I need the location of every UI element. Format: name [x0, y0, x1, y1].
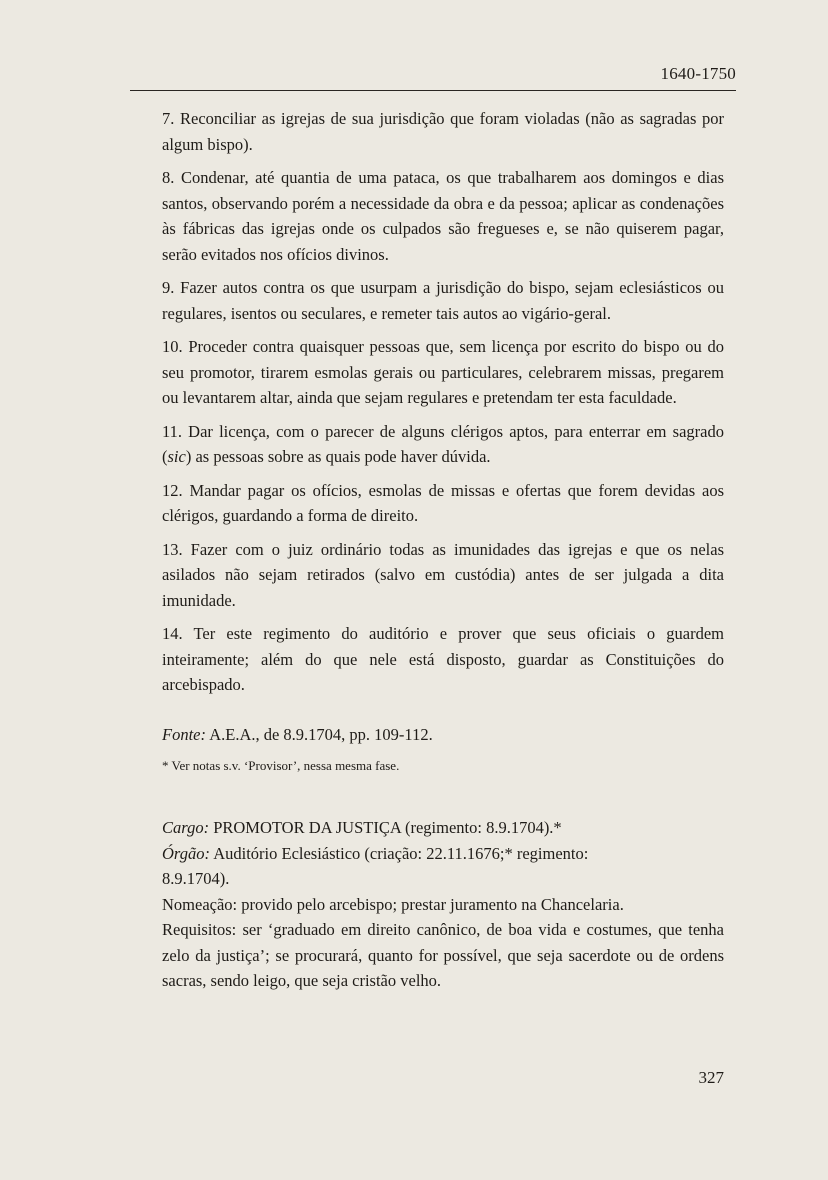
item-11-sic: sic: [167, 447, 186, 466]
item-10: 10. Proceder contra quaisquer pessoas que, sem licença por escrito do bispo ou do seu promotor, tirarem esmolas gerais ou particulares, celebrarem missas, pregarem ou levantarem altar, ainda que sejam regulares e pretendam ter esta faculdade.: [162, 337, 724, 407]
item-12: 12. Mandar pagar os ofícios, esmolas de missas e ofertas que forem devidas aos clérigos, guardando a forma de direito.: [162, 480, 724, 525]
nomeacao-line: Nomeação: provido pelo arcebispo; prestar juramento na Chancelaria.: [162, 894, 624, 914]
page-number: 327: [698, 1068, 724, 1087]
item-11-text-after: ) as pessoas sobre as quais pode haver dúvida.: [185, 447, 491, 466]
source-text: A.E.A., de 8.9.1704, pp. 109-112.: [205, 724, 433, 744]
orgao-value: Auditório Eclesiástico (criação: 22.11.1676;* regimento:: [209, 843, 589, 863]
item-8: 8. Condenar, até quantia de uma pataca, os que trabalharem aos domingos e dias santos, observando porém a necessidade da obra e da pessoa; aplicar as condenações às fábricas das igrejas onde os culpados são fregueses e, se não quiserem pagar, serão evitados nos ofícios divinos.: [162, 168, 724, 264]
footnote: * Ver notas s.v. ‘Provisor’, nessa mesma fase.: [162, 758, 400, 773]
main-text: [162, 106, 724, 994]
item-11: [162, 419, 724, 470]
orgao-continuation: 8.9.1704).: [162, 869, 230, 888]
requisitos-line: Requisitos: ser ‘graduado em direito canônico, de boa vida e costumes, que tenha zelo da justiça’; se procurará, quanto for possível, que seja sacerdote ou de ordens sacras, sendo leigo, que seja cristão velho.: [162, 920, 724, 990]
item-13: 13. Fazer com o juiz ordinário todas as imunidades das igrejas e que os nelas asilados não sejam retirados (salvo em custódia) antes de ser julgada a dita imunidade.: [162, 539, 724, 610]
item-14: 14. Ter este regimento do auditório e prover que seus oficiais o guardem inteiramente; além do que nele está disposto, guardar as Constituições do arcebispado.: [162, 624, 724, 694]
item-7: 7. Reconciliar as igrejas de sua jurisdição que foram violadas (não as sagradas por algum bispo).: [162, 109, 724, 154]
item-11-text-before: 11. Dar licença, com o parecer de alguns clérigos aptos, para enterrar em sagrado (: [162, 421, 724, 466]
cargo-entry: [162, 815, 724, 994]
source-citation: [162, 722, 724, 748]
cargo-line: [162, 815, 724, 841]
running-head: 1640-1750: [660, 64, 736, 83]
source-label: Fonte:: [162, 724, 206, 744]
cargo-value: PROMOTOR DA JUSTIÇA (regimento: 8.9.1704).*: [209, 818, 562, 837]
cargo-label: Cargo:: [162, 818, 210, 837]
orgao-label: Órgão:: [162, 843, 210, 863]
item-9: 9. Fazer autos contra os que usurpam a jurisdição do bispo, sejam eclesiásticos ou regulares, isentos ou seculares, e remeter tais autos ao vigário-geral.: [162, 278, 724, 323]
orgao-line: [162, 841, 724, 867]
header-rule: [130, 90, 736, 91]
